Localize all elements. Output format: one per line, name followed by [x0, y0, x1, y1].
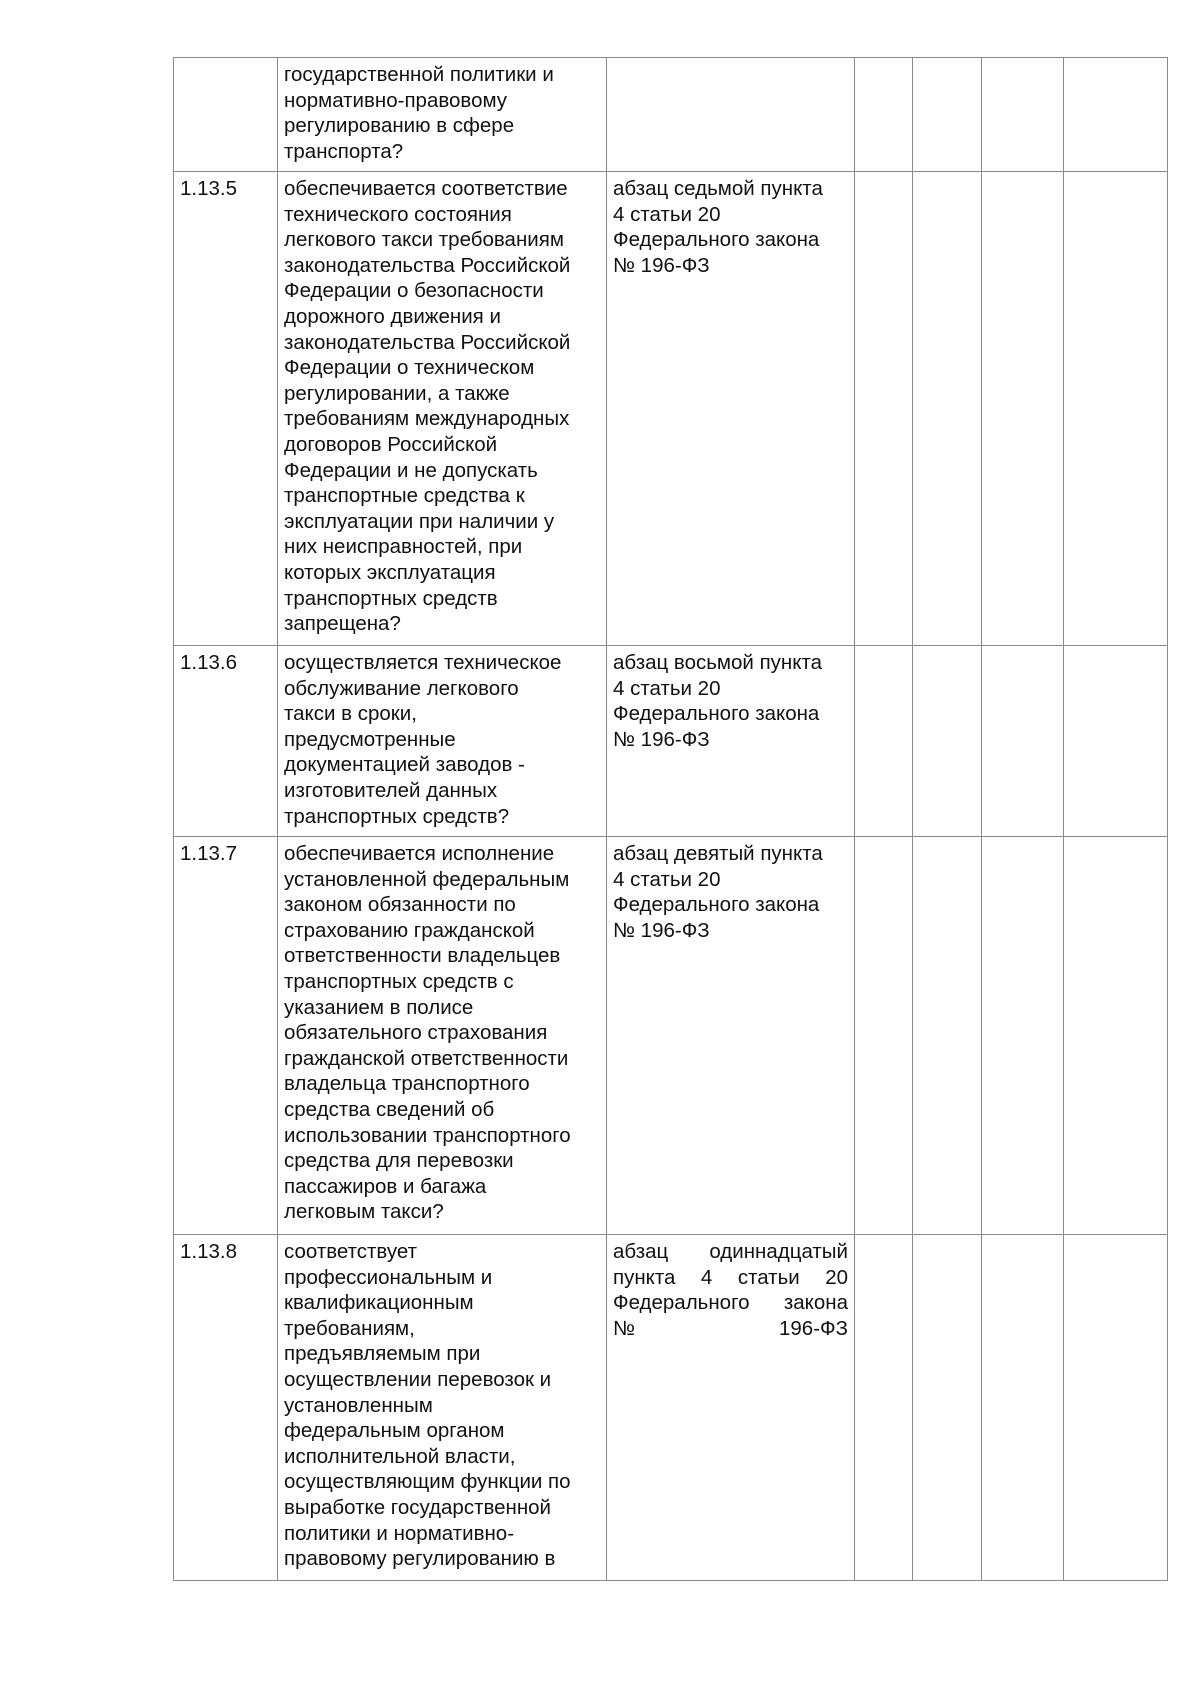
legal-reference-cell — [607, 1235, 855, 1581]
item-number-cell — [174, 58, 278, 172]
question-text-line: установленным — [284, 1393, 433, 1417]
question-text-line: осуществляется техническое — [284, 651, 562, 674]
question-text-line: осуществляющим функции по — [284, 1470, 571, 1494]
question-text-line: требованиям, — [284, 1316, 415, 1340]
question-text-line: Федерации о безопасности — [284, 279, 544, 303]
question-text-line: изготовителей данных — [284, 778, 498, 802]
item-number-cell — [174, 837, 278, 1235]
item-number: 1.13.8 — [180, 1240, 237, 1263]
table-row — [174, 58, 1168, 172]
question-text-line: нормативно-правовому — [284, 88, 508, 112]
question-text-line: владельца транспортного — [284, 1072, 530, 1096]
answer-no-cell — [913, 1235, 982, 1581]
notes-cell — [1064, 172, 1168, 646]
question-text-line: эксплуатации при наличии у — [284, 509, 555, 533]
question-text-line: обеспечивается исполнение — [284, 842, 555, 865]
question-text-line: средства для перевозки — [284, 1149, 514, 1173]
question-text-line: документацией заводов - — [284, 753, 525, 777]
question-text-line: использовании транспортного — [284, 1123, 571, 1147]
item-number: 1.13.7 — [180, 842, 237, 865]
table-row — [174, 172, 1168, 646]
not-applicable-cell — [982, 58, 1064, 172]
table-body — [174, 58, 1168, 1581]
answer-yes-cell — [855, 58, 913, 172]
answer-yes-cell — [855, 646, 913, 837]
question-text-line: государственной политики и — [284, 63, 554, 86]
answer-yes-cell — [855, 172, 913, 646]
legal-reference-line: Федерального закона — [613, 1291, 848, 1315]
question-text-line: политики и нормативно- — [284, 1521, 515, 1545]
question-text-line: предусмотренные — [284, 727, 456, 751]
question-text-line: дорожного движения и — [284, 304, 501, 328]
question-text-line: договоров Российской — [284, 432, 498, 456]
question-text-line: правовому регулированию в — [284, 1547, 556, 1571]
question-text-line: пассажиров и багажа — [284, 1174, 487, 1198]
legal-reference-line: абзац седьмой пункта — [613, 177, 823, 200]
question-text-line: законом обязанности по — [284, 893, 516, 917]
question-text-line: требованиям международных — [284, 407, 570, 431]
answer-no-cell — [913, 58, 982, 172]
question-cell — [278, 646, 607, 837]
notes-cell — [1064, 1235, 1168, 1581]
table-row — [174, 837, 1168, 1235]
table-row — [174, 646, 1168, 837]
item-number-cell — [174, 646, 278, 837]
table-row — [174, 1235, 1168, 1581]
legal-reference-cell — [607, 646, 855, 837]
legal-reference-line: 4 статьи 20 — [613, 676, 721, 700]
question-text-line: регулировании, а также — [284, 381, 510, 405]
legal-reference-line: пункта 4 статьи 20 — [613, 1265, 848, 1289]
question-text-line: соответствует — [284, 1240, 417, 1263]
question-text-line: законодательства Российской — [284, 253, 571, 277]
question-text-line: обязательного страхования — [284, 1021, 548, 1045]
question-text-line: законодательства Российской — [284, 330, 571, 354]
question-text-line: транспортных средств с — [284, 969, 514, 993]
answer-yes-cell — [855, 1235, 913, 1581]
legal-reference-line: абзац восьмой пункта — [613, 651, 822, 674]
not-applicable-cell — [982, 1235, 1064, 1581]
item-number: 1.13.6 — [180, 651, 237, 674]
legal-reference-line: № 196-ФЗ — [613, 1316, 848, 1340]
legal-reference-cell — [607, 172, 855, 646]
answer-no-cell — [913, 172, 982, 646]
legal-reference-line: Федерального закона — [613, 893, 820, 917]
question-text-line: запрещена? — [284, 612, 401, 636]
question-text-line: транспортных средств — [284, 586, 498, 610]
question-text-line: обеспечивается соответствие — [284, 177, 568, 200]
question-text-line: ответственности владельцев — [284, 944, 561, 968]
answer-no-cell — [913, 646, 982, 837]
question-text-line: легковым такси? — [284, 1200, 444, 1224]
question-text-line: такси в сроки, — [284, 702, 417, 726]
question-text-line: них неисправностей, при — [284, 535, 523, 559]
question-text-line: Федерации о техническом — [284, 356, 535, 380]
notes-cell — [1064, 58, 1168, 172]
question-cell — [278, 1235, 607, 1581]
question-text-line: технического состояния — [284, 202, 512, 226]
not-applicable-cell — [982, 172, 1064, 646]
legal-reference-line: № 196-ФЗ — [613, 918, 710, 942]
question-text-line: указанием в полисе — [284, 995, 474, 1019]
answer-yes-cell — [855, 837, 913, 1235]
question-text-line: регулированию в сфере — [284, 114, 515, 138]
question-text-line: гражданской ответственности — [284, 1046, 569, 1070]
legal-reference-cell — [607, 837, 855, 1235]
legal-reference-line: абзац девятый пункта — [613, 842, 823, 865]
legal-reference-line: № 196-ФЗ — [613, 727, 710, 751]
item-number: 1.13.5 — [180, 177, 237, 200]
question-text-line: квалификационным — [284, 1291, 474, 1315]
notes-cell — [1064, 646, 1168, 837]
question-cell — [278, 58, 607, 172]
question-text-line: федеральным органом — [284, 1419, 505, 1443]
legal-reference-line: № 196-ФЗ — [613, 253, 710, 277]
not-applicable-cell — [982, 646, 1064, 837]
question-text-line: обслуживание легкового — [284, 676, 519, 700]
question-text-line: средства сведений об — [284, 1097, 495, 1121]
question-text-line: выработке государственной — [284, 1495, 552, 1519]
question-text-line: предъявляемым при — [284, 1342, 481, 1366]
not-applicable-cell — [982, 837, 1064, 1235]
question-text-line: установленной федеральным — [284, 867, 570, 891]
question-text-line: осуществлении перевозок и — [284, 1367, 552, 1391]
checklist-table — [173, 57, 1168, 1581]
question-text-line: легкового такси требованиям — [284, 228, 564, 252]
question-text-line: которых эксплуатация — [284, 560, 496, 584]
question-text-line: транспорта? — [284, 139, 404, 163]
legal-reference-line: абзац одиннадцатый — [613, 1240, 848, 1263]
question-text-line: транспортных средств? — [284, 804, 510, 828]
question-cell — [278, 837, 607, 1235]
answer-no-cell — [913, 837, 982, 1235]
question-text-line: исполнительной власти, — [284, 1444, 516, 1468]
question-text-line: страхованию гражданской — [284, 918, 535, 942]
item-number-cell — [174, 1235, 278, 1581]
question-text-line: Федерации и не допускать — [284, 458, 538, 482]
question-cell — [278, 172, 607, 646]
legal-reference-cell — [607, 58, 855, 172]
legal-reference-line: 4 статьи 20 — [613, 867, 721, 891]
question-text-line: профессиональным и — [284, 1265, 493, 1289]
notes-cell — [1064, 837, 1168, 1235]
legal-reference-line: Федерального закона — [613, 228, 820, 252]
legal-reference-line: 4 статьи 20 — [613, 202, 721, 226]
legal-reference-line: Федерального закона — [613, 702, 820, 726]
item-number-cell — [174, 172, 278, 646]
question-text-line: транспортные средства к — [284, 484, 525, 508]
